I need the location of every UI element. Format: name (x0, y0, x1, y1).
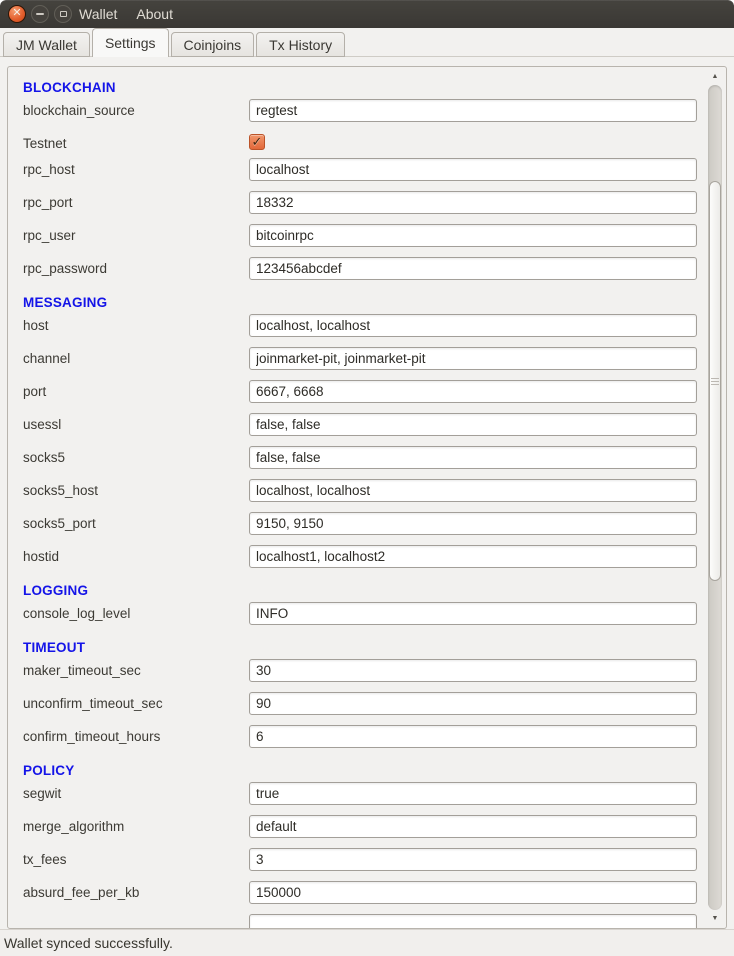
settings-form (8, 67, 704, 929)
settings-field-row (23, 602, 704, 635)
settings-field-row (23, 512, 704, 545)
maximize-button[interactable] (54, 5, 72, 23)
field-label: rpc_port (23, 195, 73, 210)
close-button[interactable] (8, 5, 26, 23)
confirm-timeout-hours-input[interactable] (249, 725, 697, 748)
status-message: Wallet synced successfully. (4, 935, 173, 951)
window-controls (8, 5, 72, 23)
tab-bar (0, 28, 734, 57)
tx-fees-input[interactable] (249, 848, 697, 871)
settings-field-row (23, 545, 704, 578)
channel-input[interactable] (249, 347, 697, 370)
section-header-messaging: MESSAGING (23, 294, 108, 310)
vertical-scrollbar (706, 68, 724, 927)
section-header-blockchain: BLOCKCHAIN (23, 79, 116, 95)
socks5-host-input[interactable] (249, 479, 697, 502)
close-icon: ✕ (12, 7, 22, 19)
tab-settings[interactable]: Settings (92, 28, 169, 57)
rpc-host-input[interactable] (249, 158, 697, 181)
field-label: absurd_fee_per_kb (23, 885, 140, 900)
merge-algorithm-input[interactable] (249, 815, 697, 838)
field-label: rpc_user (23, 228, 76, 243)
field-label: port (23, 384, 47, 399)
settings-checkbox-row (23, 132, 704, 158)
field-label: usessl (23, 417, 62, 432)
scroll-down-button[interactable] (706, 910, 724, 927)
rpc-password-input[interactable] (249, 257, 697, 280)
menubar (79, 0, 173, 28)
port-input[interactable] (249, 380, 697, 403)
maximize-icon (60, 11, 67, 17)
rpc-user-input[interactable] (249, 224, 697, 247)
section-header-logging: LOGGING (23, 582, 89, 598)
field-label: hostid (23, 549, 60, 564)
settings-field-row (23, 224, 704, 257)
settings-field-row (23, 446, 704, 479)
absurd-fee-per-kb-input[interactable] (249, 881, 697, 904)
field-label: Testnet (23, 136, 67, 151)
field-label: unconfirm_timeout_sec (23, 696, 163, 711)
menu-wallet[interactable]: Wallet (79, 6, 118, 22)
settings-scroll-area (7, 66, 727, 929)
tab-tx-history[interactable]: Tx History (256, 32, 345, 57)
minimize-button[interactable] (31, 5, 49, 23)
settings-field-row (23, 692, 704, 725)
host-input[interactable] (249, 314, 697, 337)
settings-field-row (23, 479, 704, 512)
field-label: socks5 (23, 450, 66, 465)
rpc-port-input[interactable] (249, 191, 697, 214)
settings-field-row (23, 725, 704, 758)
console-log-level-input[interactable] (249, 602, 697, 625)
field-label: rpc_host (23, 162, 75, 177)
maker-timeout-sec-input[interactable] (249, 659, 697, 682)
checkmark-icon: ✓ (251, 134, 263, 149)
settings-field-row (23, 257, 704, 290)
field-label: console_log_level (23, 606, 131, 621)
field-label: maker_timeout_sec (23, 663, 141, 678)
settings-field-row (23, 314, 704, 347)
settings-field-row (23, 158, 704, 191)
titlebar (0, 0, 734, 28)
field-label: tx_fees (23, 852, 67, 867)
scrollbar-track[interactable] (708, 85, 722, 910)
blockchain-source-input[interactable] (249, 99, 697, 122)
status-bar (0, 929, 734, 956)
minimize-icon (36, 13, 44, 15)
settings-field-row (23, 413, 704, 446)
field-label: confirm_timeout_hours (23, 729, 161, 744)
resize-grip-icon[interactable] (728, 950, 730, 952)
menu-about[interactable]: About (136, 6, 173, 22)
hostid-input[interactable] (249, 545, 697, 568)
settings-field-row (23, 347, 704, 380)
field-label: blockchain_source (23, 103, 135, 118)
settings-field-row (23, 914, 704, 929)
field-label: host (23, 318, 49, 333)
field-label: rpc_password (23, 261, 108, 276)
settings-field-row (23, 380, 704, 413)
settings-field-row (23, 659, 704, 692)
settings-field-row (23, 815, 704, 848)
settings-field-row (23, 191, 704, 224)
section-header-timeout: TIMEOUT (23, 639, 86, 655)
testnet-checkbox[interactable] (249, 134, 265, 150)
tab-coinjoins[interactable]: Coinjoins (171, 32, 255, 57)
settings-field-row (23, 99, 704, 132)
unconfirm-timeout-sec-input[interactable] (249, 692, 697, 715)
settings-field-row (23, 782, 704, 815)
field-label: channel (23, 351, 71, 366)
usessl-input[interactable] (249, 413, 697, 436)
socks5-port-input[interactable] (249, 512, 697, 535)
settings-field-row (23, 881, 704, 914)
segwit-input[interactable] (249, 782, 697, 805)
field-label: merge_algorithm (23, 819, 125, 834)
scrollbar-grip-icon (711, 378, 719, 379)
tab-jm-wallet[interactable]: JM Wallet (3, 32, 90, 57)
scroll-up-icon: ▲ (711, 73, 719, 80)
section-header-policy: POLICY (23, 762, 75, 778)
field-label: socks5_host (23, 483, 99, 498)
scroll-down-icon: ▼ (711, 915, 719, 922)
scroll-up-button[interactable] (706, 68, 724, 85)
settings-field-row (23, 848, 704, 881)
clipped-field-input[interactable] (249, 914, 697, 929)
field-label: segwit (23, 786, 62, 801)
socks5-input[interactable] (249, 446, 697, 469)
field-label: socks5_port (23, 516, 96, 531)
scrollbar-thumb[interactable] (709, 181, 721, 581)
